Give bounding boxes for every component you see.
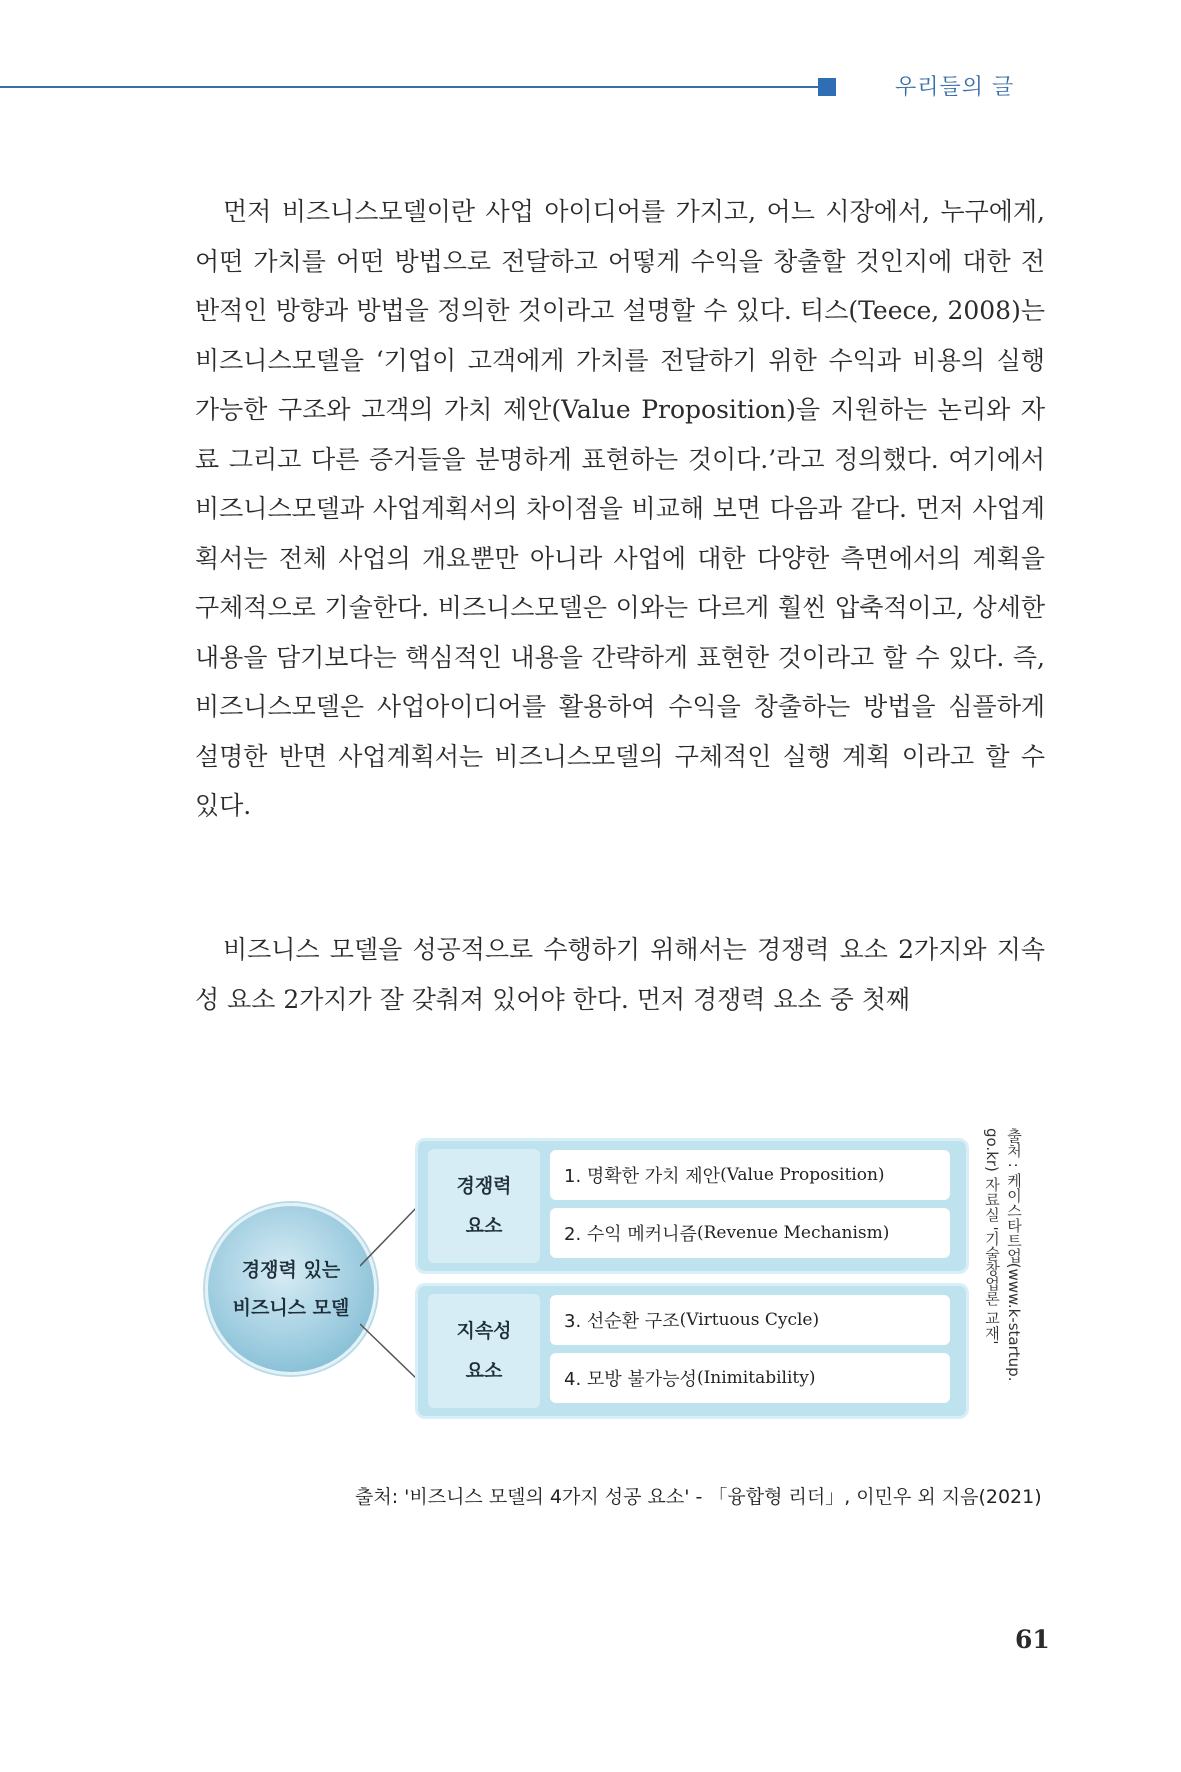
body-paragraph-1 [195,187,1045,831]
factor-en: (Inimitability) [696,1368,816,1388]
factor-ko: 1. 명확한 가치 제안 [564,1166,721,1187]
sustainability-group [415,1283,969,1419]
business-model-diagram [195,1128,1075,1458]
factor-en: (Revenue Mechanism) [696,1223,890,1243]
factor-en: (Value Proposition) [720,1165,885,1185]
header-marker [818,78,836,96]
source-line2: go.kr) 자료실 '기술창업론 교재' [983,1128,1001,1345]
factor-item [550,1208,950,1258]
group-label [428,1294,540,1408]
factor-en: (Virtuous Cycle) [679,1310,820,1330]
body-paragraph-2 [195,925,1045,1024]
center-label-line2: 비즈니스 모델 [232,1297,350,1319]
connector-upper [360,1206,418,1266]
header-rule [0,86,820,88]
factor-ko: 3. 선순환 구조 [564,1311,680,1332]
paragraph-text: 먼저 비즈니스모델이란 사업 아이디어를 가지고, 어느 시장에서, 누구에게, 어떤 가치를 어떤 방법으로 전달하고 어떻게 수익을 창출할 것인지에 대한 전반적인 방향과 방법을 정의한 것이라고 설명할 수 있다. 티스(Teece, 2008)는 비즈니스모델을 ‘기업이 고객에게 가치를 전달하기 위한 수익과 비용의 실행 가능한 구조와 고객의 가치 제안(Value Proposition)을 지원하는 논리와 자료 그리고 다른 증거들을 분명하게 표현하는 것이다.’라고 정의했다. 여기에서 비즈니스모델과 사업계획서의 차이점을 비교해 보면 다음과 같다. 먼저 사업계획서는 전체 사업의 개요뿐만 아니라 사업에 대한 다양한 측면에서의 계획을 구체적으로 기술한다. 비즈니스모델은 이와는 다르게 훨씬 압축적이고, 상세한 내용을 담기보다는 핵심적인 내용을 간략하게 표현한 것이라고 할 수 있다. 즉, 비즈니스모델은 사업아이디어를 활용하여 수익을 창출하는 방법을 심플하게 설명한 반면 사업계획서는 비즈니스모델의 구체적인 실행 계획 이라고 할 수 있다. [195,197,1045,820]
group-label-line1: 지속성 [456,1320,512,1342]
group-label [428,1149,540,1263]
figure-caption: 출처: '비즈니스 모델의 4가지 성공 요소' - 「융합형 리더」, 이민우 외 지음(2021) [355,1486,1042,1508]
group-label-line2: 요소 [465,1360,503,1382]
group-label-line1: 경쟁력 [456,1175,512,1197]
factor-item [550,1353,950,1403]
page-number: 61 [1015,1625,1050,1654]
center-label-line1: 경쟁력 있는 [241,1259,341,1281]
factor-item [550,1150,950,1200]
diagram-source-note [985,1128,1025,1448]
factor-ko: 2. 수익 메커니즘 [564,1224,697,1245]
section-title: 우리들의 글 [895,75,1015,100]
group-label-line2: 요소 [465,1215,503,1237]
source-line1: 출처 : 케이스타트업(www.k-startup. [1005,1128,1023,1382]
connector-lower [360,1324,418,1380]
competitiveness-group [415,1138,969,1274]
paragraph-text: 비즈니스 모델을 성공적으로 수행하기 위해서는 경쟁력 요소 2가지와 지속성 요소 2가지가 잘 갖춰져 있어야 한다. 먼저 경쟁력 요소 중 첫째 [195,935,1045,1014]
factor-item [550,1295,950,1345]
factor-ko: 4. 모방 불가능성 [564,1369,697,1390]
center-circle [205,1203,377,1375]
